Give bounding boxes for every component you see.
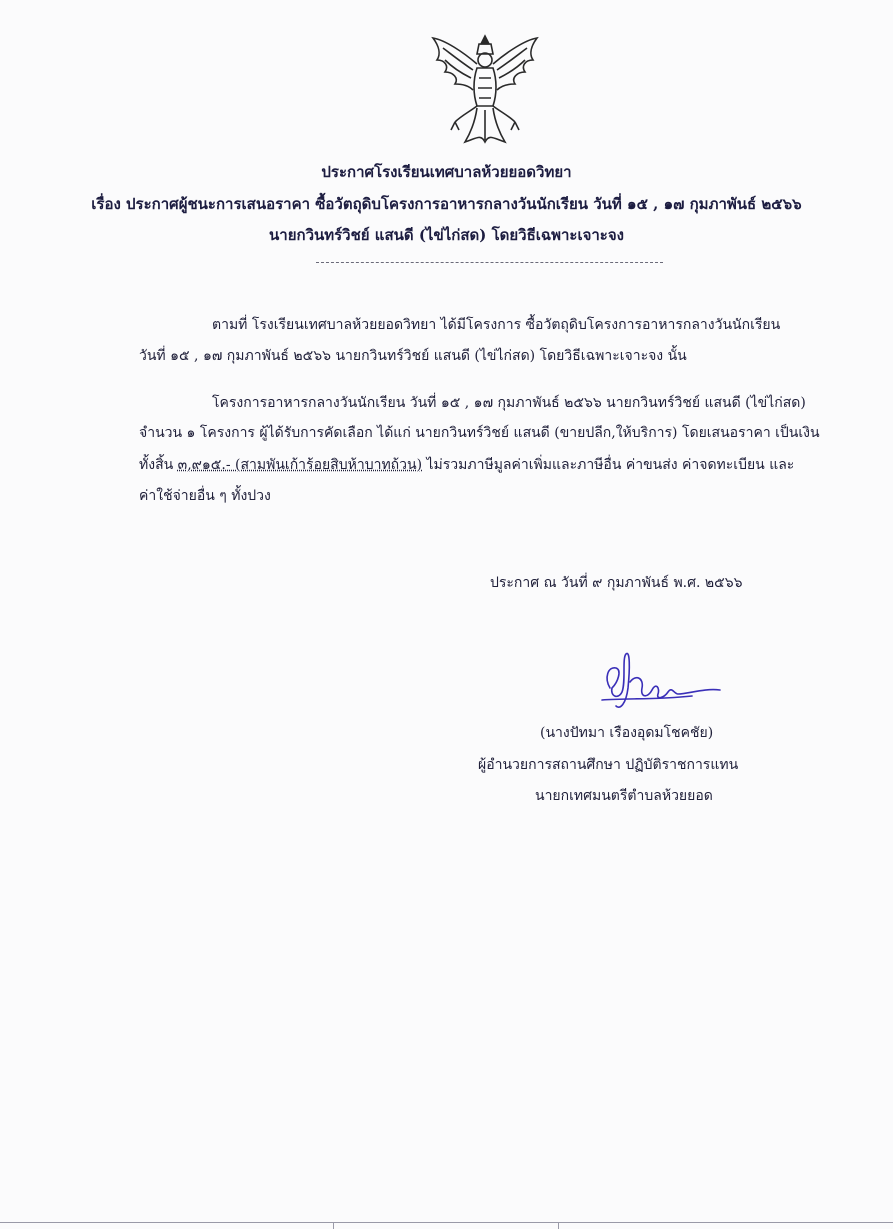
paragraph1-line1: ตามที่ โรงเรียนเทศบาลห้วยยอดวิทยา ได้มีโครงการ ซื้อวัตถุดิบโครงการอาหารกลางวันนักเรียน [212,317,781,333]
bottom-border [0,1222,893,1223]
paragraph1-line2: วันที่ ๑๕ , ๑๗ กุมภาพันธ์ ๒๕๖๖ นายกวินทร์วิชย์ แสนดี (ไข่ไก่สด) โดยวิธีเฉพาะเจาะจง นั้น [139,348,687,364]
bid-amount: ๓,๙๑๕.- (สามพันเก้าร้อยสิบห้าบาทถ้วน) [177,457,423,473]
bottom-tick [333,1222,334,1229]
announcement-subject-line2: นายกวินทร์วิชย์ แสนดี (ไข่ไก่สด) โดยวิธีเฉพาะเจาะจง [269,226,624,244]
paragraph2-line3-prefix: ทั้งสิ้น [139,457,178,473]
announcement-title: ประกาศโรงเรียนเทศบาลห้วยยอดวิทยา [321,163,572,181]
divider [316,262,663,263]
paragraph2-line3-suffix: ไม่รวมภาษีมูลค่าเพิ่มและภาษีอื่น ค่าขนส่ง ค่าจดทะเบียน และ [422,457,795,473]
signer-name: (นางปัทมา เรืองอุดมโชคชัย) [540,725,714,741]
signer-position: ผู้อำนวยการสถานศึกษา ปฏิบัติราชการแทน [478,757,739,773]
announcement-subject: เรื่อง ประกาศผู้ชนะการเสนอราคา ซื้อวัตถุดิบโครงการอาหารกลางวันนักเรียน วันที่ ๑๕ , ๑๗ กุมภาพันธ์ ๒๕๖๖ [91,195,802,213]
paragraph2-line2: จำนวน ๑ โครงการ ผู้ได้รับการคัดเลือก ได้แก่ นายกวินทร์วิชย์ แสนดี (ขายปลีก,ให้บริการ) โดยเสนอราคา เป็นเงิน [139,425,820,441]
announce-date: ประกาศ ณ วันที่ ๙ กุมภาพันธ์ พ.ศ. ๒๕๖๖ [490,575,743,591]
paragraph2-line3 [139,454,794,476]
paragraph2-line1: โครงการอาหารกลางวันนักเรียน วันที่ ๑๕ , ๑๗ กุมภาพันธ์ ๒๕๖๖ นายกวินทร์วิชย์ แสนดี (ไข่ไก่สด) [212,395,806,411]
bottom-tick [558,1222,559,1229]
handwritten-signature [596,648,726,716]
paragraph2-line4: ค่าใช้จ่ายอื่น ๆ ทั้งปวง [139,488,271,504]
signer-position-line2: นายกเทศมนตรีตำบลห้วยยอด [535,788,713,804]
garuda-emblem-icon [425,30,545,148]
